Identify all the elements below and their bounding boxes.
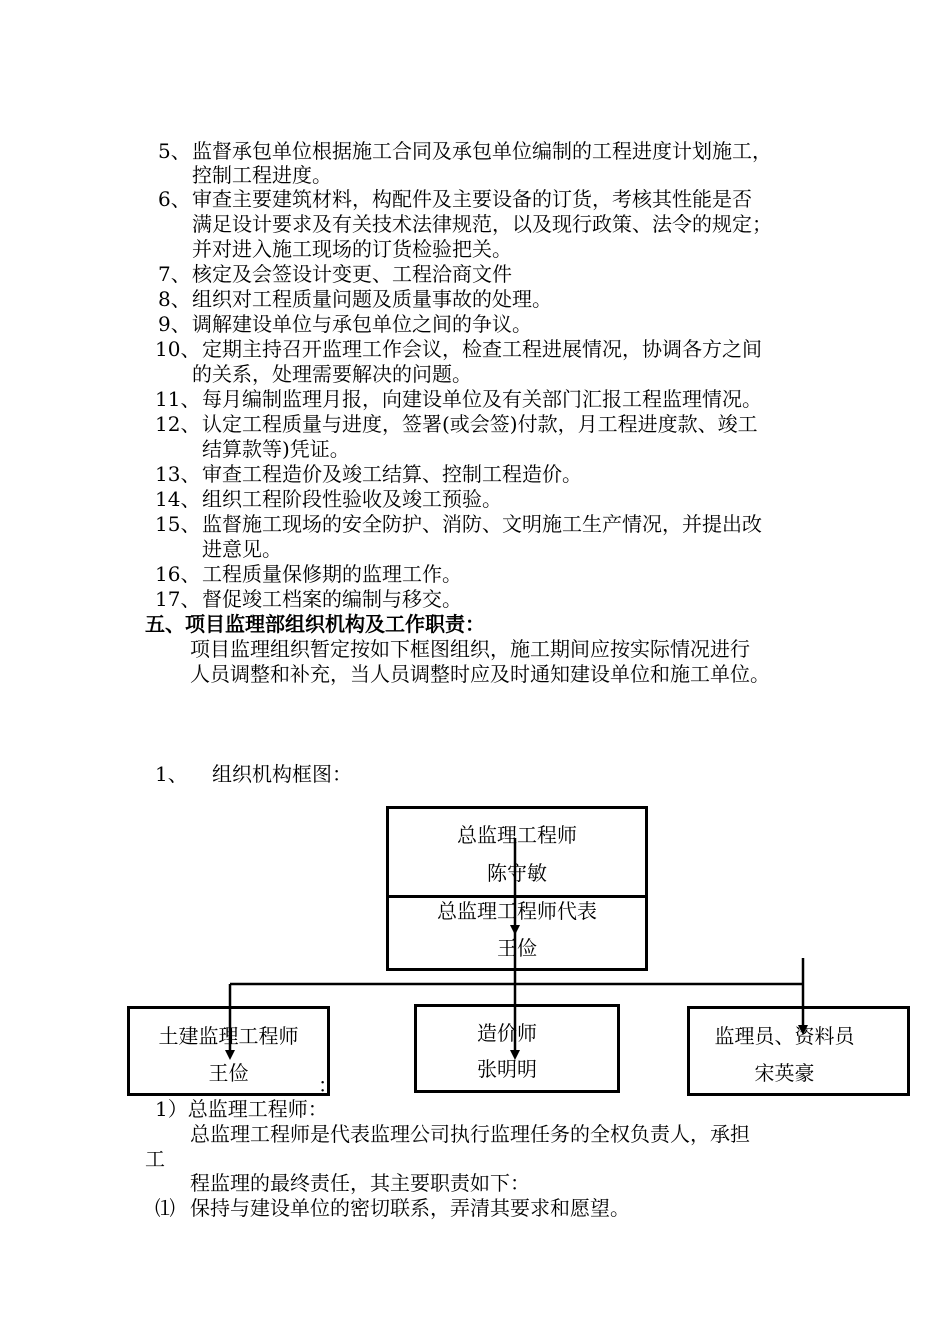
duty-9-num: 9、	[158, 312, 191, 336]
chief-duties-text: 程监理的最终责任，其主要职责如下：	[190, 1171, 530, 1195]
duty-6-line: 并对进入施工现场的订货检验把关。	[192, 237, 512, 261]
duty-7-line: 核定及会签设计变更、工程洽商文件	[192, 262, 512, 286]
org-chart-label: 组织机构框图：	[212, 762, 352, 786]
duty-10-num: 10、	[155, 337, 201, 361]
section-intro: 人员调整和补充，当人员调整时应及时通知建设单位和施工单位。	[190, 662, 770, 686]
civil-title: 土建监理工程师	[158, 1024, 299, 1048]
chief-name: 陈守敏	[487, 861, 547, 885]
duty-5-line: 控制工程进度。	[192, 163, 332, 187]
duty-8-num: 8、	[158, 287, 191, 311]
clerk-title: 监理员、资料员	[714, 1024, 855, 1048]
duty-9-line: 调解建设单位与承包单位之间的争议。	[192, 312, 532, 336]
duty-15-num: 15、	[155, 512, 201, 536]
sub-heading: 1）总监理工程师：	[155, 1097, 328, 1121]
duty-15-line: 进意见。	[202, 537, 282, 561]
duty-12-line: 认定工程质量与进度，签署(或会签)付款，月工程进度款、竣工	[202, 412, 758, 436]
duty-6-line: 审查主要建筑材料，构配件及主要设备的订货，考核其性能是否	[192, 187, 752, 211]
duty-14-num: 14、	[155, 487, 201, 511]
duty-16-num: 16、	[155, 562, 201, 586]
chief-duty-item: 保持与建设单位的密切联系，弄清其要求和愿望。	[190, 1196, 630, 1220]
cost-name: 张明明	[477, 1057, 537, 1081]
chief-title: 总监理工程师	[457, 823, 577, 847]
duty-17-num: 17、	[155, 587, 201, 611]
duty-17-line: 督促竣工档案的编制与移交。	[202, 587, 462, 611]
chief-duty-item-num: ⑴	[155, 1196, 175, 1220]
hidden-fragment: ：	[318, 1073, 338, 1097]
duty-5-num: 5、	[158, 139, 191, 163]
cost-title: 造价师	[477, 1021, 537, 1045]
duty-6-line: 满足设计要求及有关技术法律规范，以及现行政策、法令的规定；	[192, 212, 772, 236]
deputy-name: 王俭	[497, 936, 537, 960]
duty-14-line: 组织工程阶段性验收及竣工预验。	[202, 487, 502, 511]
duty-8-line: 组织对工程质量问题及质量事故的处理。	[192, 287, 552, 311]
duty-16-line: 工程质量保修期的监理工作。	[202, 562, 462, 586]
section-intro: 项目监理组织暂定按如下框图组织，施工期间应按实际情况进行	[190, 637, 750, 661]
duty-10-line: 定期主持召开监理工作会议，检查工程进展情况，协调各方之间	[202, 337, 762, 361]
deputy-title: 总监理工程师代表	[437, 899, 597, 923]
duty-13-line: 审查工程造价及竣工结算、控制工程造价。	[202, 462, 582, 486]
duty-12-num: 12、	[155, 412, 201, 436]
duty-7-num: 7、	[158, 262, 191, 286]
duty-11-line: 每月编制监理月报，向建设单位及有关部门汇报工程监理情况。	[202, 387, 762, 411]
chief-duties-text: 总监理工程师是代表监理公司执行监理任务的全权负责人，承担	[190, 1122, 750, 1146]
duty-11-num: 11、	[155, 387, 201, 411]
duty-10-line: 的关系，处理需要解决的问题。	[192, 362, 472, 386]
duty-5-line: 监督承包单位根据施工合同及承包单位编制的工程进度计划施工，	[192, 139, 772, 163]
duty-13-num: 13、	[155, 462, 201, 486]
clerk-name: 宋英豪	[754, 1061, 815, 1085]
chief-duties-text: 工	[145, 1147, 165, 1171]
duty-15-line: 监督施工现场的安全防护、消防、文明施工生产情况，并提出改	[202, 512, 762, 536]
section-heading: 五、项目监理部组织机构及工作职责：	[145, 612, 485, 636]
duty-6-num: 6、	[158, 187, 191, 211]
civil-name: 王俭	[208, 1061, 249, 1085]
duty-12-line: 结算款等)凭证。	[202, 437, 350, 461]
org-chart-label-num: 1、	[155, 762, 188, 786]
